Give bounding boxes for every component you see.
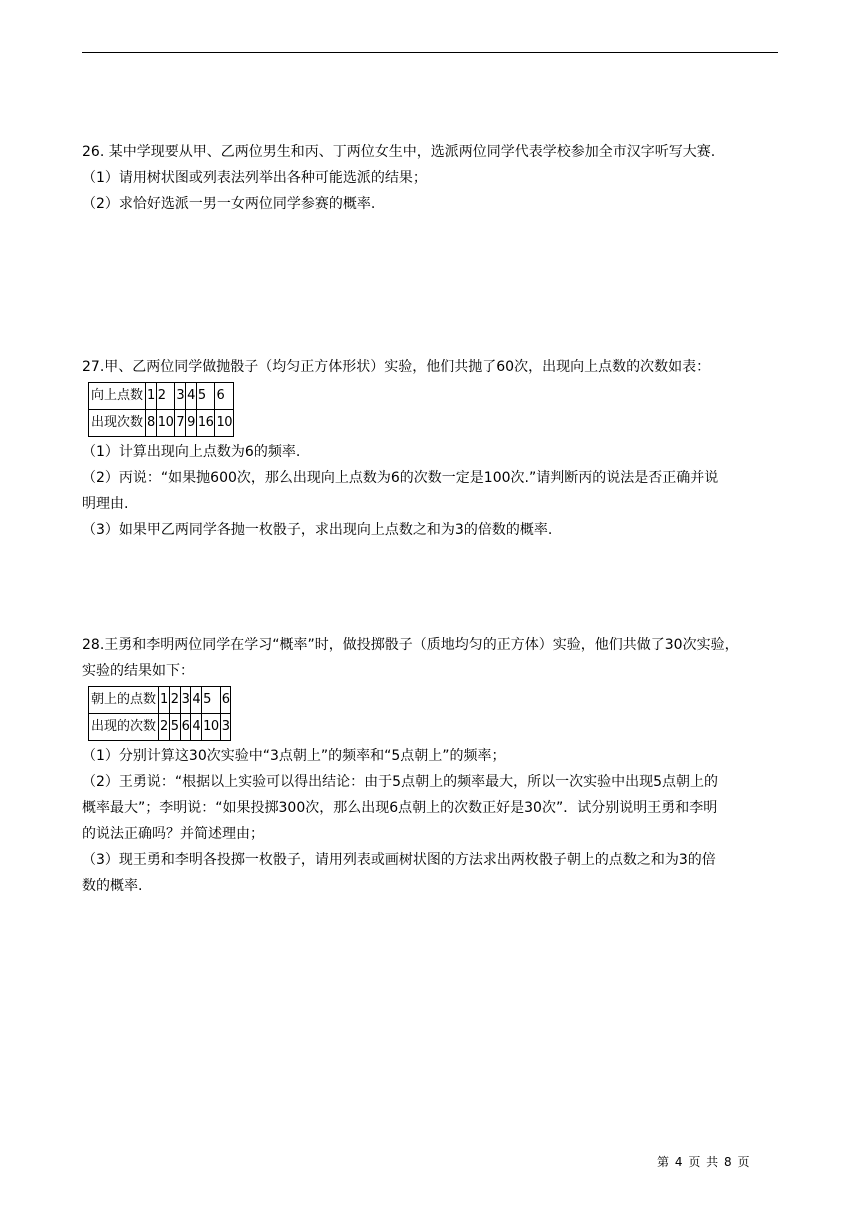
q28-part-1: （1）分别计算这30次实验中“3点朝上”的频率和“5点朝上”的频率； [82, 748, 506, 764]
table-cell: 7 [175, 410, 186, 437]
q27-stem: 27.甲、乙两位同学做抛骰子（均匀正方体形状）实验，他们共抛了60次，出现向上点数的次数如表： [82, 359, 711, 375]
table-cell: 8 [146, 410, 157, 437]
table-cell: 1 [146, 383, 157, 410]
table-cell: 9 [186, 410, 197, 437]
table-cell: 5 [202, 687, 221, 714]
question-26 [82, 139, 782, 217]
question-27 [82, 354, 782, 543]
q28-stem-line-1: 28.王勇和李明两位同学在学习“概率”时，做投掷骰子（质地均匀的正方体）实验，他们共做了30次实验， [82, 637, 739, 653]
table-cell: 4 [186, 383, 197, 410]
q28-part-3-line-2: 数的概率. [82, 878, 143, 894]
table-cell: 5 [169, 714, 180, 741]
q28-part-2-line-1: （2）王勇说：“根据以上实验可以得出结论：由于5点朝上的频率最大，所以一次实验中出现5点朝上的 [82, 774, 718, 790]
q27-part-1: （1）计算出现向上点数为6的频率. [82, 444, 301, 460]
table-cell: 2 [169, 687, 180, 714]
table-cell: 朝上的点数 [89, 687, 159, 714]
q28-dice-table [88, 686, 231, 741]
table-cell: 4 [191, 687, 202, 714]
table-cell: 16 [196, 410, 215, 437]
page-total: 8 [724, 1155, 732, 1169]
q27-part-2-line-2: 明理由. [82, 496, 129, 512]
table-cell: 6 [180, 714, 191, 741]
table-cell: 10 [202, 714, 221, 741]
page-number: 4 [674, 1155, 683, 1169]
q28-part-3-line-1: （3）现王勇和李明各投掷一枚骰子，请用列表或画树状图的方法求出两枚骰子朝上的点数之和为3的倍 [82, 852, 716, 868]
page-footer [656, 1153, 750, 1170]
footer-ye-2: 页 [737, 1155, 750, 1169]
table-cell: 6 [220, 687, 231, 714]
table-cell: 1 [159, 687, 170, 714]
table-cell: 5 [196, 383, 215, 410]
table-cell: 3 [220, 714, 231, 741]
table-cell: 6 [215, 383, 234, 410]
header-rule [82, 52, 778, 53]
q26-part-2: （2）求恰好选派一男一女两位同学参赛的概率. [82, 196, 376, 212]
table-row [89, 410, 234, 437]
q28-stem-line-2: 实验的结果如下： [82, 663, 194, 679]
table-cell: 出现次数 [89, 410, 146, 437]
q28-part-2-line-3: 的说法正确吗？并简述理由； [82, 826, 264, 842]
table-cell: 3 [175, 383, 186, 410]
table-row [89, 714, 231, 741]
table-cell: 10 [156, 410, 175, 437]
footer-di: 第 [657, 1155, 670, 1169]
table-cell: 向上点数 [89, 383, 146, 410]
table-cell: 4 [191, 714, 202, 741]
table-cell: 10 [215, 410, 234, 437]
table-cell: 3 [180, 687, 191, 714]
table-cell: 2 [159, 714, 170, 741]
footer-ye: 页 [688, 1155, 701, 1169]
question-28 [82, 632, 782, 899]
q26-part-1: （1）请用树状图或列表法列举出各种可能选派的结果； [82, 170, 427, 186]
table-row [89, 383, 234, 410]
table-cell: 出现的次数 [89, 714, 159, 741]
table-row [89, 687, 231, 714]
q28-part-2-line-2: 概率最大”；李明说：“如果投掷300次，那么出现6点朝上的次数正好是30次”．试分别说明王勇和李明 [82, 800, 718, 816]
q27-part-2-line-1: （2）丙说：“如果抛600次，那么出现向上点数为6的次数一定是100次.”请判断丙的说法是否正确并说 [82, 470, 719, 486]
footer-gong: 共 [706, 1155, 719, 1169]
q27-part-3: （3）如果甲乙两同学各抛一枚骰子，求出现向上点数之和为3的倍数的概率. [82, 522, 553, 538]
q26-stem: 26. 某中学现要从甲、乙两位男生和丙、丁两位女生中，选派两位同学代表学校参加全市汉字听写大赛. [82, 144, 716, 160]
q27-dice-table [88, 382, 234, 437]
table-cell: 2 [156, 383, 175, 410]
